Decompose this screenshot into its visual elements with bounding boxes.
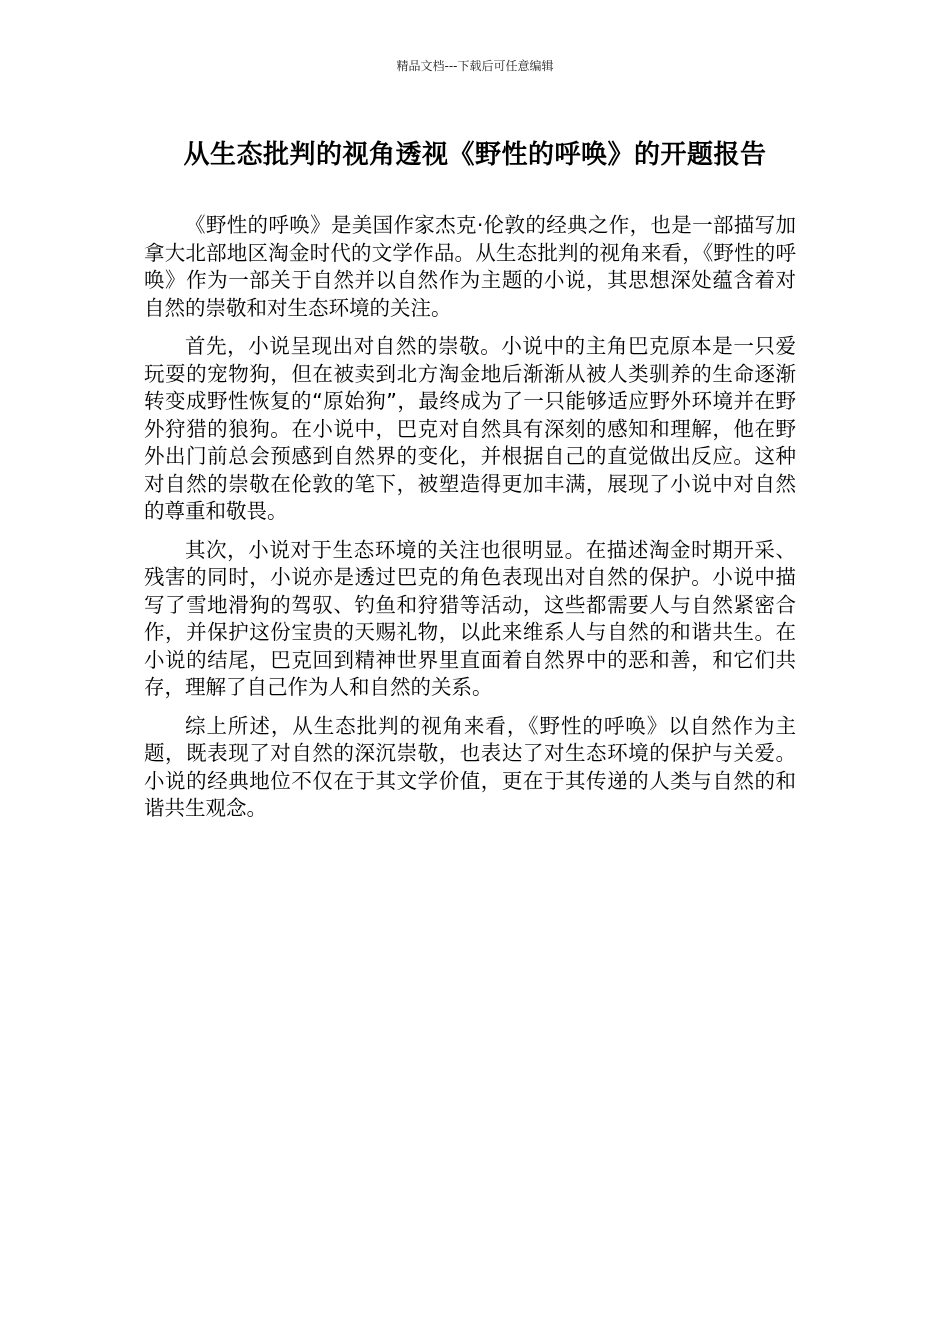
document-body: [144, 212, 796, 834]
paragraph-conclusion: 综上所述，从生态批判的视角来看，《野性的呼唤》以自然作为主题，既表现了对自然的深沉崇敬，也表达了对生态环境的保护与关爱。小说的经典地位不仅在于其文学价值，更在于其传递的人类与自然的和谐共生观念。: [144, 713, 796, 820]
paragraph-intro: 《野性的呼唤》是美国作家杰克·伦敦的经典之作，也是一部描写加拿大北部地区淘金时代的文学作品。从生态批判的视角来看，《野性的呼唤》作为一部关于自然并以自然作为主题的小说，其思想深处蕴含着对自然的崇敬和对生态环境的关注。: [144, 213, 796, 320]
document-title: 从生态批判的视角透视《野性的呼唤》的开题报告: [183, 140, 767, 170]
paragraph-first-point: 首先，小说呈现出对自然的崇敬。小说中的主角巴克原本是一只爱玩耍的宠物狗，但在被卖到北方淘金地后渐渐从被人类驯养的生命逐渐转变成野性恢复的“原始狗”，最终成为了一只能够适应野外环境并在野外狩猎的狼狗。在小说中，巴克对自然具有深刻的感知和理解，他在野外出门前总会预感到自然界的变化，并根据自己的直觉做出反应。这种对自然的崇敬在伦敦的笔下，被塑造得更加丰满，展现了小说中对自然的尊重和敬畏。: [144, 334, 796, 523]
header-note: 精品文档---下载后可任意编辑: [396, 59, 554, 73]
paragraph-second-point: 其次，小说对于生态环境的关注也很明显。在描述淘金时期开采、残害的同时，小说亦是透过巴克的角色表现出对自然的保护。小说中描写了雪地滑狗的驾驭、钓鱼和狩猎等活动，这些都需要人与自然紧密合作，并保护这份宝贵的天赐礼物，以此来维系人与自然的和谐共生。在小说的结尾，巴克回到精神世界里直面着自然界中的恶和善，和它们共存，理解了自己作为人和自然的关系。: [144, 537, 796, 699]
